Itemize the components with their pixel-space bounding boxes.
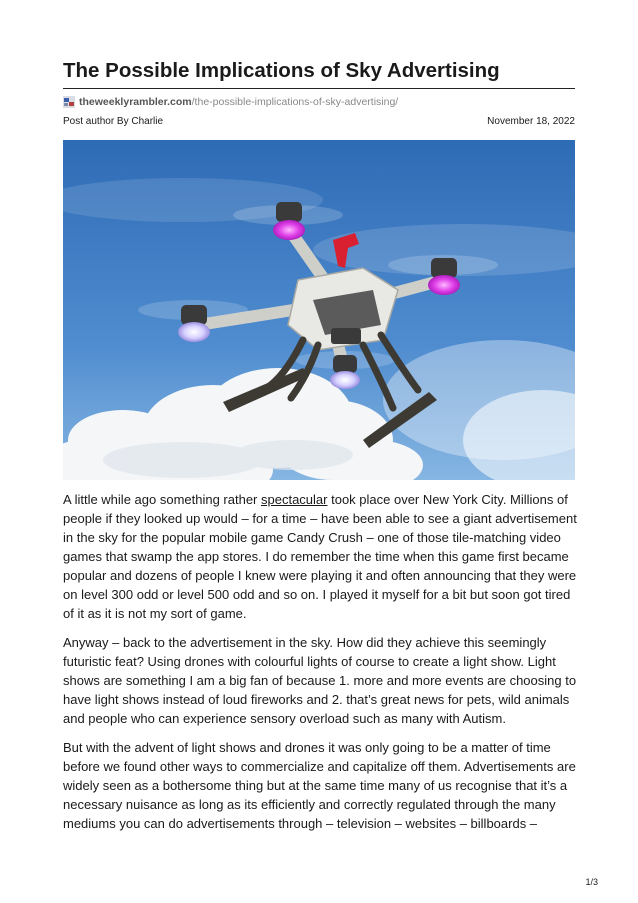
drone-photo xyxy=(63,140,575,480)
post-author: Post author By Charlie xyxy=(63,116,164,127)
hero-image-drone xyxy=(63,140,575,480)
source-url-host: theweeklyrambler.com xyxy=(79,96,192,108)
paragraph-1 xyxy=(63,490,579,623)
title-divider xyxy=(63,88,575,89)
post-date: November 18, 2022 xyxy=(487,116,575,127)
paragraph-3: But with the advent of light shows and drones it was only going to be a matter of time before we found other ways to commercialize and capitalize off them. Advertisements are widely seen as a bothersome thing but at the same time many of us recognise that it’s a necessary nuisance as long as its efficiently and correctly regulated through the many mediums you can do advertisements through – television – websites – billboards – xyxy=(63,740,576,831)
spectacular-link[interactable]: spectacular xyxy=(261,492,328,507)
source-url[interactable] xyxy=(63,95,398,109)
article-body xyxy=(63,490,579,843)
p1-text-start: A little while ago something rather xyxy=(63,492,261,507)
post-meta xyxy=(63,116,575,127)
page-number: 1/3 xyxy=(585,877,598,887)
paragraph-2: Anyway – back to the advertisement in the sky. How did they achieve this seemingly futuristic feat? Using drones with colourful lights of course to create a light show. Light shows are something I am a big fan of because 1. more and more events are choosing to have light shows instead of loud fireworks and 2. that’s great news for pets, wild animals and people who can experience sensory overload such as many with Autism. xyxy=(63,635,577,726)
article-title: The Possible Implications of Sky Advertising xyxy=(63,59,500,82)
p1-text-end: took place over New York City. Millions of people if they looked up would – for a time – have been able to see a giant advertisement in the sky for the popular mobile game Candy Crush – one of those tile-matching video games that swamp the app stores. I do remember the time when this game first became popular and dozens of people I knew were playing it and often announcing that they were on level 300 odd or level 500 odd and so on. I played it myself for a bit but soon got tired of it as it is not my sort of game. xyxy=(63,492,577,621)
source-url-path: /the-possible-implications-of-sky-advertising/ xyxy=(191,96,399,108)
site-favicon-icon xyxy=(63,96,75,108)
